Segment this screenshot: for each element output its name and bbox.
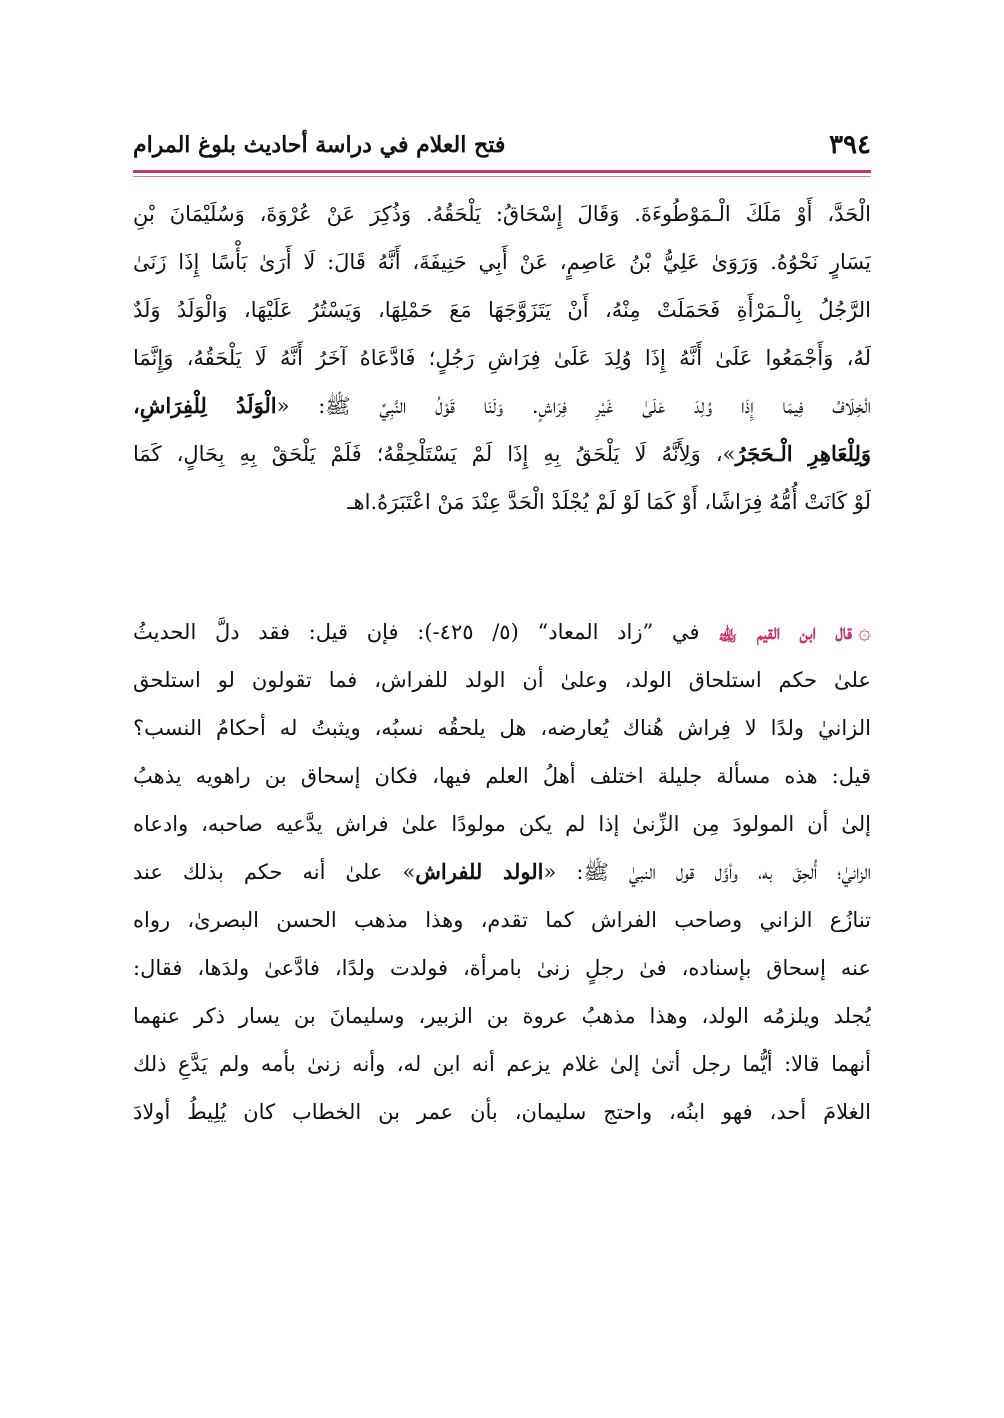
page-number: ٣٩٤ xyxy=(829,130,871,160)
hadith-text-block xyxy=(133,190,871,526)
text-run: يَسَارٍ نَحْوُهُ. وَرَوَىٰ عَلِيُّ بْنُ عَاصِمٍ، عَنْ أَبِي حَنِيفَةَ، أَنَّهُ قَالَ: لَا أَرَىٰ بَأْسًا إِذَا زَنَىٰ xyxy=(133,250,871,274)
text-run: الْخِلَافُ فِيمَا إِذَا وُلِدَ عَلَىٰ غَيْرِ فِرَاشٍ. وَلَنَا قَوْلُ النَّبِيِّ ﷺ: « xyxy=(276,394,871,418)
text-run: عنه إسحاق بإسناده، فىٰ رجلٍ زنىٰ بامرأة، فولدت ولدًا، فادَّعىٰ ولدَها، فقال: xyxy=(133,956,871,980)
commentary-line xyxy=(133,1040,871,1088)
commentary-line xyxy=(133,896,871,944)
commentary-line xyxy=(133,800,871,848)
hadith-line xyxy=(133,334,871,382)
emphasized-text: الولد للفراش xyxy=(415,859,544,884)
emphasized-text: وَلِلْعَاهِرِ الْـحَجَرُ xyxy=(735,441,871,466)
page-header xyxy=(133,120,871,168)
running-title: فتح العلام في دراسة أحاديث بلوغ المرام xyxy=(133,132,506,158)
text-run: الزانيٰ ولدًا لا فِراش هُناك يُعارضه، هل يلحقُه نسبُه، ويثبتُ له أحكامُ النسب؟ xyxy=(133,716,871,740)
hadith-line xyxy=(133,430,871,478)
ornament-star-icon: ۞ xyxy=(858,620,871,645)
commentary-line xyxy=(133,704,871,752)
text-run: علىٰ حكم استلحاق الولد، وعلىٰ أن الولد للفراش، فما تقولون لو استلحق xyxy=(133,668,871,692)
quote-attribution: قال ابن القيم ﵀ xyxy=(718,619,853,644)
text-run: لَهُ، وَأَجْمَعُوا عَلَىٰ أَنَّهُ إِذَا وُلِدَ عَلَىٰ فِرَاشِ رَجُلٍ؛ فَادَّعَاهُ آخَرُ أَنَّهُ لَا يَلْحَقُهُ، وَإِنَّمَا xyxy=(133,346,871,370)
hadith-line xyxy=(133,478,871,526)
hadith-line xyxy=(133,382,871,430)
text-run: أنهما قالا: أيُّما رجل أتىٰ إلىٰ غلام يزعم أنه ابن له، وأنه زنىٰ بأمه ولم يَدَّعِ ذلك xyxy=(133,1052,871,1076)
text-run: » علىٰ أنه حكم بذلك عند xyxy=(133,860,416,884)
text-run: »، وَلِأَنَّهُ لَا يَلْحَقُ بِهِ إِذَا لَمْ يَسْتَلْحِقْهُ؛ فَلَمْ يَلْحَقْ بِهِ بِحَالٍ، كَمَا xyxy=(133,442,736,466)
header-rule xyxy=(133,170,871,173)
text-run: الغلامَ أحد، فهو ابنُه، واحتج سليمان، بأن عمر بن الخطاب كان يُلِيطُ أولادَ xyxy=(133,1100,871,1124)
commentary-line xyxy=(133,992,871,1040)
text-run: الزانيٰ؛ أُلحِقَ به، وأوَّل قول النبيٰ ﷺ: « xyxy=(543,860,871,884)
commentary-line xyxy=(133,656,871,704)
hadith-line xyxy=(133,190,871,238)
hadith-line xyxy=(133,238,871,286)
commentary-line xyxy=(133,752,871,800)
text-run: في ”زاد المعاد“ (٥/ ٤٢٥-): فإن قيل: فقد دلَّ الحديثُ xyxy=(133,620,719,644)
text-run: إلىٰ أن المولودَ مِن الزِّنىٰ إذا لم يكن مولودًا علىٰ فراش يدَّعيه صاحبه، وادعاه xyxy=(133,812,871,836)
commentary-line xyxy=(133,848,871,896)
commentary-line xyxy=(133,944,871,992)
text-run: قيل: هذه مسألة جليلة اختلف أهلُ العلم فيها، فكان إسحاق بن راهويه يذهبُ xyxy=(133,764,871,788)
commentary-text-block xyxy=(133,608,871,1136)
text-run: الْحَدَّ، أَوْ مَلَكَ الْـمَوْطُوءَةَ. وَقَالَ إِسْحَاقُ: يَلْحَقُهُ. وَذُكِرَ عَنْ عُرْوَةَ، وَسُلَيْمَانَ بْنِ xyxy=(133,202,871,226)
text-run: يُجلد ويلزمُه الولد، وهذا مذهبُ عروة بن الزبير، وسليمانَ بن يسار ذكر عنهما xyxy=(133,1004,871,1028)
emphasized-text: الْوَلَدُ لِلْفِرَاشِ، xyxy=(133,393,277,418)
commentary-line xyxy=(133,608,871,656)
commentary-line xyxy=(133,1088,871,1136)
text-run: تنازُع الزاني وصاحب الفراش كما تقدم، وهذا مذهب الحسن البصرىٰ، رواه xyxy=(133,908,871,932)
hadith-line xyxy=(133,286,871,334)
header-rule-thin xyxy=(133,176,871,177)
text-run: لَوْ كَانَتْ أُمُّهُ فِرَاشًا، أَوْ كَمَا لَوْ لَمْ يُجْلَدْ الْحَدَّ عِنْدَ مَنْ اعْتَبَرَهُ.اهـ xyxy=(347,490,871,514)
text-run: الرَّجُلُ بِالْـمَرْأَةِ فَحَمَلَتْ مِنْهُ، أَنْ يَتَزَوَّجَهَا مَعَ حَمْلِهَا، وَيَسْتُرُ عَلَيْهَا، وَالْوَلَدُ وَلَدٌ xyxy=(133,298,871,322)
